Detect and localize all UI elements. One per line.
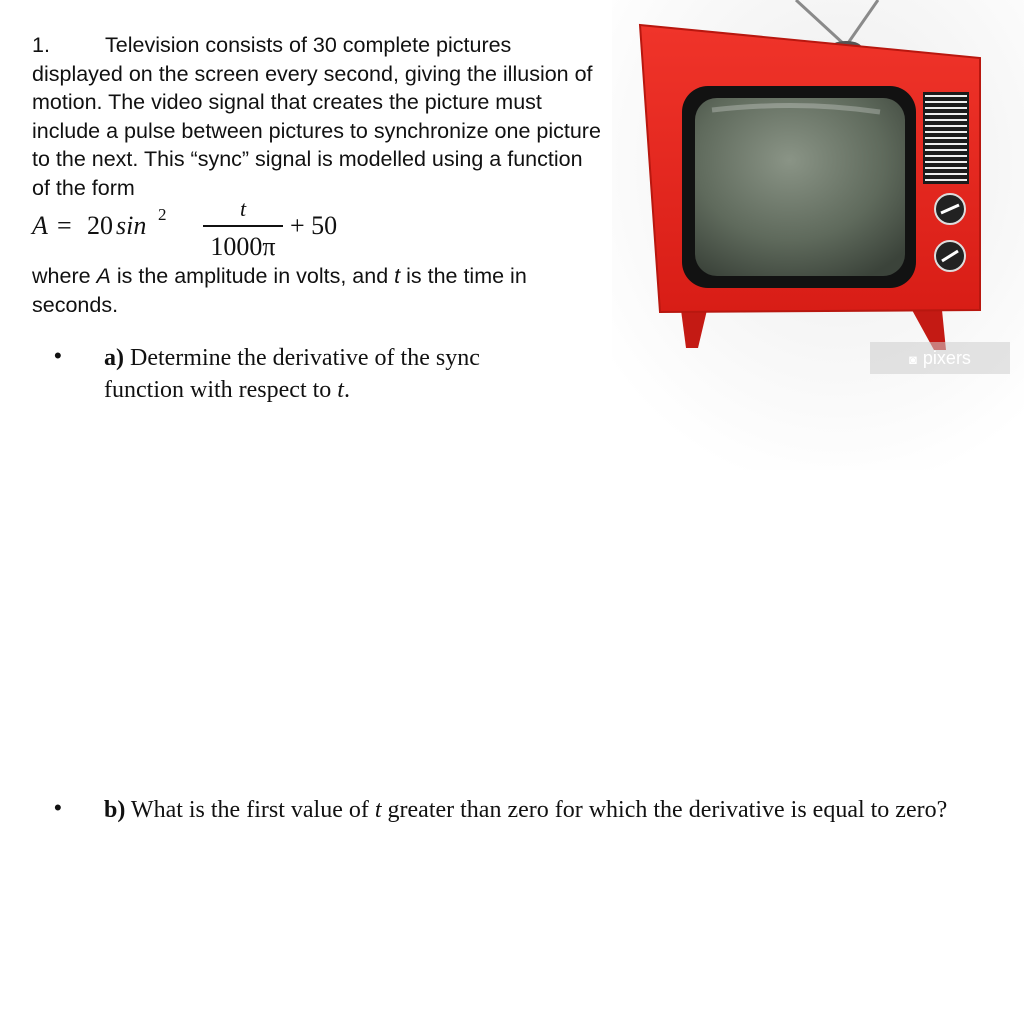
question-b-label: b) [104, 797, 126, 823]
formula-lhs: A [32, 211, 48, 240]
problem-number: 1. [32, 33, 50, 57]
formula-function: sin [116, 211, 147, 240]
knob-bottom [935, 241, 965, 271]
problem-intro: Television consists of 30 complete pictures displayed on the screen every second, giving the illusion of motion. The video signal that creates the picture must include a pulse between pictures to synchronize one picture to the next. This “sync” signal is modelled using a function of the form [32, 33, 601, 200]
question-a-var: t [337, 377, 344, 403]
var-t: t [394, 264, 401, 288]
camera-icon: ◙ [909, 352, 917, 367]
question-a-text-end: . [343, 377, 350, 403]
tv-screen [695, 98, 905, 276]
fraction-bar [203, 225, 283, 227]
pixers-watermark [870, 342, 1010, 374]
question-b [104, 794, 984, 826]
where-text: is the amplitude in volts, and [110, 264, 395, 288]
bullet-b: • [54, 795, 62, 820]
formula-exponent: 2 [158, 205, 167, 224]
knob-top [935, 194, 965, 224]
variable-definitions [32, 262, 602, 319]
question-b-text: What is the first value of [125, 797, 375, 823]
question-a-text: Determine the derivative of the sync function with respect to [104, 345, 480, 403]
retro-television-image [612, 0, 1024, 470]
formula-equals: = [57, 211, 72, 240]
question-b-text-end: greater than zero for which the derivative is equal to zero? [381, 797, 948, 823]
formula-constant: + 50 [290, 211, 338, 240]
problem-statement [32, 31, 602, 202]
formula-coefficient: 20 [87, 211, 113, 240]
formula-numerator: t [239, 196, 247, 221]
formula-denominator: 1000π [210, 232, 276, 261]
question-b-var: t [374, 797, 382, 823]
bullet-a: • [54, 343, 62, 368]
question-a-label: a) [104, 345, 124, 371]
var-a: A [96, 264, 111, 288]
speaker-grille [923, 92, 969, 184]
question-a [104, 342, 564, 406]
sync-formula [32, 197, 352, 263]
where-text: where [32, 264, 97, 288]
where-text: is the time in seconds. [32, 264, 527, 317]
watermark-text: pixers [922, 348, 971, 368]
